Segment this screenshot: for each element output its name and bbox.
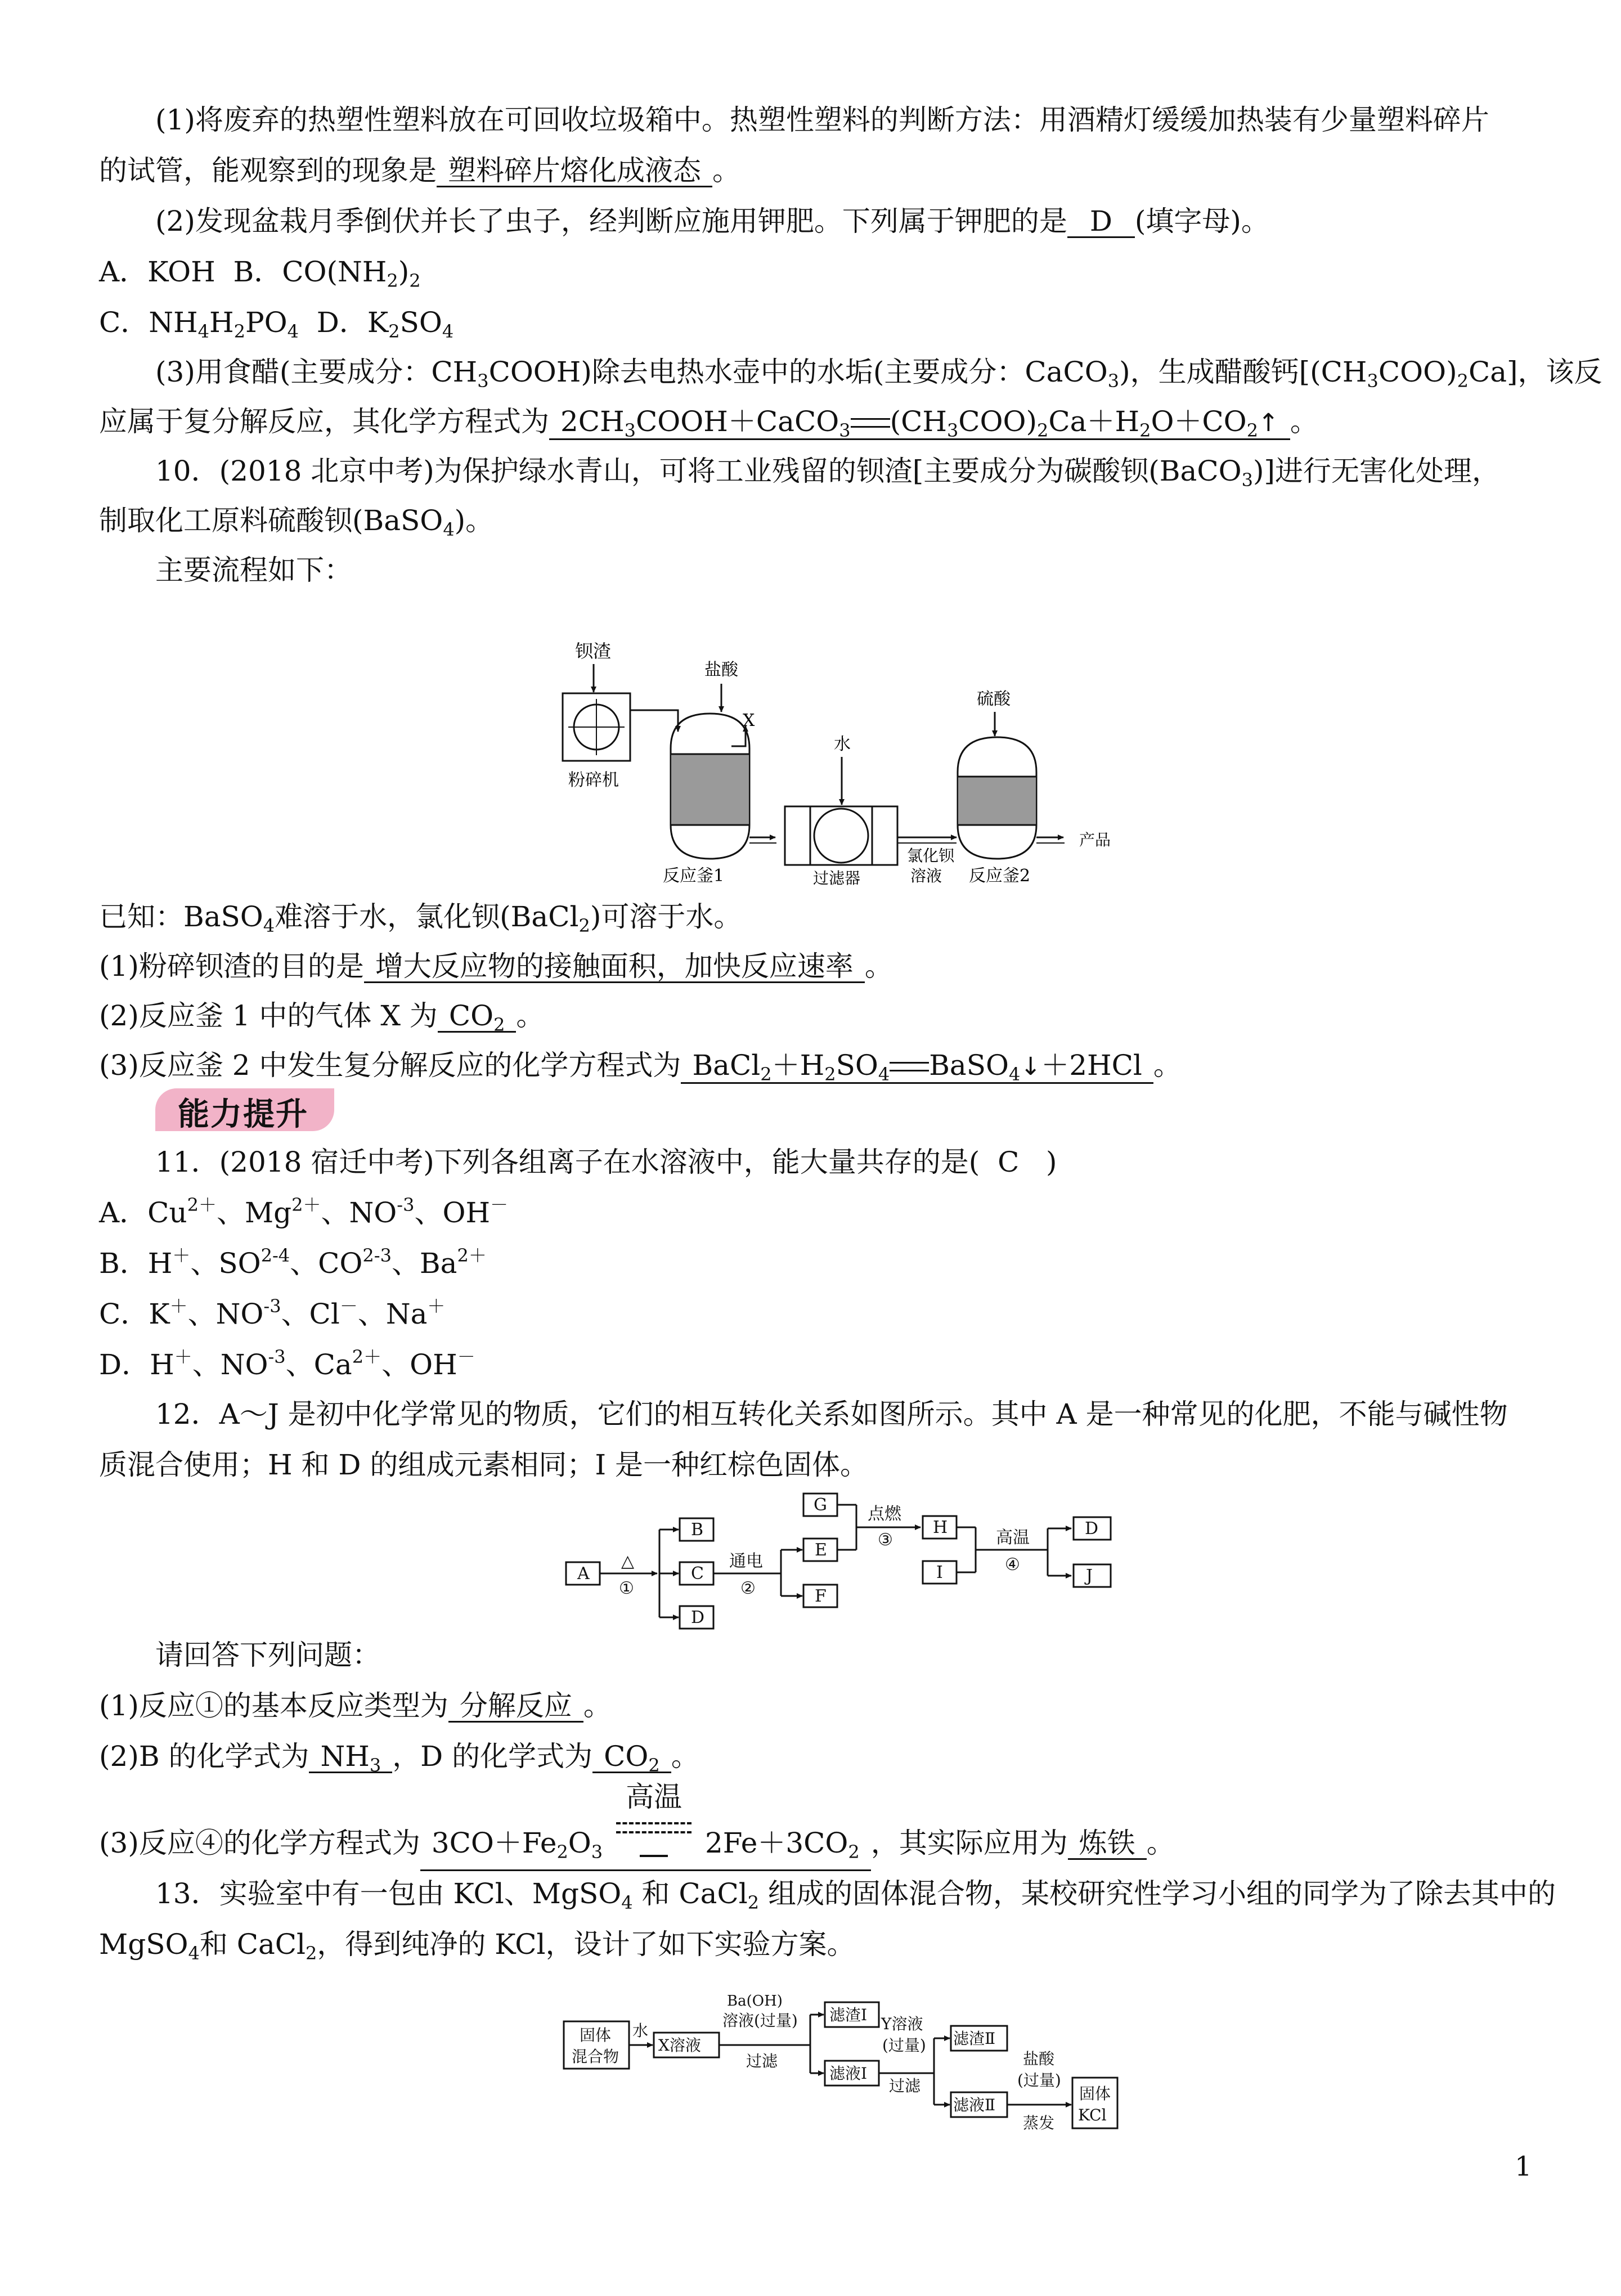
q9-option-d: D．K bbox=[316, 306, 389, 339]
section-title: 能力提升 bbox=[178, 1096, 308, 1133]
q13-label-evap: 蒸发 bbox=[1023, 2114, 1055, 2132]
q10-part2: (2)反应釜 1 中的气体 X 为 $CO_2$ 。 bbox=[99, 999, 545, 1035]
q9-option-c: C．NH bbox=[99, 306, 198, 339]
q9-options-cd: C．$NH_4H_2PO_4$ D．$K_2SO_4$ bbox=[99, 306, 454, 342]
q12-label-j: J bbox=[1086, 1566, 1093, 1586]
q10-label-bazha: 钡渣 bbox=[575, 640, 612, 662]
q12-label-d: D bbox=[691, 1608, 705, 1627]
q10-part1: (1)粉碎钡渣的目的是 增大反应物的接触面积，加快反应速率 。 bbox=[99, 950, 893, 983]
q13-label-baoh-2: 溶液(过量) bbox=[722, 2011, 798, 2030]
q12-part3-equation: $3CO+Fe_2O_3$ 高温 $2Fe+3CO_2$ bbox=[420, 1808, 871, 1871]
q12-part1-answer: 分解反应 bbox=[448, 1690, 583, 1723]
q13-label-solid2: 混合物 bbox=[572, 2047, 619, 2066]
q12-label-h: H bbox=[933, 1518, 948, 1537]
q9-part3-line1: (3)用食醋(主要成分：$CH_3COOH$)除去电热水壶中的水垢(主要成分：CaCO$_3$)，生成醋酸钙$[(CH_3COO)_2Ca]$，该反 bbox=[155, 356, 1602, 392]
q11-answer: C bbox=[998, 1146, 1020, 1178]
q12-relation-diagram bbox=[566, 1494, 1111, 1629]
q13-label-xsol: X溶液 bbox=[658, 2036, 701, 2055]
q12-label-c: C bbox=[691, 1564, 704, 1584]
q12-label-g: G bbox=[814, 1495, 827, 1515]
q10-arrow-to-reactor1 bbox=[630, 710, 678, 732]
q9-part1-line1: (1)将废弃的热塑性塑料放在可回收垃圾箱中。热塑性塑料的判断方法：用酒精灯缓缓加热装有少量塑料碎片 bbox=[155, 104, 1489, 136]
q9-part2-answer: D bbox=[1067, 206, 1135, 238]
q12-stem-line2: 质混合使用；H 和 D 的组成元素相同；I 是一种红棕色固体。 bbox=[99, 1449, 869, 1481]
q12-label-n1: ① bbox=[619, 1578, 634, 1598]
q10-flow-intro: 主要流程如下： bbox=[155, 554, 352, 586]
q9-option-b: B．CO(NH bbox=[233, 255, 387, 288]
q13-stem-line2: MgSO$_4$和 CaCl$_2$，得到纯净的 KCl，设计了如下实验方案。 bbox=[99, 1928, 855, 1964]
q10-label-reactor1: 反应釜1 bbox=[663, 866, 725, 886]
q13-label-fil2: 滤液Ⅱ bbox=[953, 2096, 996, 2114]
q12-label-f: F bbox=[815, 1586, 827, 1606]
q11-option-d: D．H＋、$NO^{-3}$、$Ca^{2+}$、OH－ bbox=[99, 1346, 475, 1381]
q13-label-hcl1: 盐酸 bbox=[1023, 2050, 1055, 2068]
q13-label-filter2: 过滤 bbox=[889, 2077, 921, 2095]
q13-label-kcl1: 固体 bbox=[1079, 2084, 1111, 2103]
q10-label-bacl2-1: 氯化钡 bbox=[907, 846, 955, 865]
q13-label-fil1: 滤液Ⅰ bbox=[829, 2064, 868, 2083]
q12-label-i: I bbox=[936, 1563, 943, 1582]
q12-label-b: B bbox=[691, 1520, 704, 1540]
q10-reactor1-liquid bbox=[671, 754, 749, 824]
q10-stem-line1: 10．(2018 北京中考)为保护绿水青山，可将工业残留的钡渣[主要成分为碳酸钡(BaCO$_3$)]进行无害化处理， bbox=[155, 455, 1500, 491]
q10-label-x: X bbox=[743, 711, 755, 730]
q9-part2: (2)发现盆栽月季倒伏并长了虫子，经判断应施用钾肥。下列属于钾肥的是 D (填字母)。 bbox=[155, 205, 1269, 237]
q11-stem: 11．(2018 宿迁中考)下列各组离子在水溶液中，能大量共存的是( C ) bbox=[155, 1146, 1057, 1178]
q12-label-hightemp: 高温 bbox=[996, 1528, 1030, 1548]
q10-filter-circle bbox=[814, 809, 868, 863]
q12-label-d2: D bbox=[1085, 1519, 1099, 1539]
q12-part2-answer-b: $NH_3$ bbox=[309, 1741, 392, 1773]
q10-label-filter: 过滤器 bbox=[813, 869, 861, 887]
q13-label-res2: 滤渣Ⅱ bbox=[953, 2029, 996, 2048]
q9-part1-line2: 的试管，能观察到的现象是 塑料碎片熔化成液态 。 bbox=[99, 154, 740, 187]
q11-option-c: C．K＋、$NO^{-3}$、Cl－、Na＋ bbox=[99, 1295, 446, 1330]
q13-label-kcl2: KCl bbox=[1078, 2106, 1107, 2124]
q13-label-filter1: 过滤 bbox=[746, 2052, 778, 2070]
q12-label-elec: 通电 bbox=[729, 1551, 763, 1571]
q9-part3-equation: $2CH_3COOH+CaCO_3$ $(CH_3COO)_2Ca+H_2O+CO_2↑$ bbox=[549, 406, 1290, 440]
q9-part1-answer: 塑料碎片熔化成液态 bbox=[437, 155, 712, 187]
q13-label-baoh-1: Ba(OH) bbox=[727, 1993, 783, 2010]
q10-filter-box bbox=[785, 806, 897, 865]
q12-part3-application: 炼铁 bbox=[1068, 1828, 1147, 1860]
q12-label-n3: ③ bbox=[878, 1530, 893, 1550]
q12-label-heat: △ bbox=[621, 1551, 635, 1571]
q12-part2: (2)B 的化学式为 $NH_3$ ，D 的化学式为 $CO_2$ 。 bbox=[99, 1740, 699, 1776]
q10-part1-answer: 增大反应物的接触面积，加快反应速率 bbox=[364, 951, 865, 983]
q13-stem-line1: 13．实验室中有一包由 KCl、MgSO$_4$ 和 CaCl$_2$ 组成的固体混合物，某校研究性学习小组的同学为了除去其中的 bbox=[155, 1877, 1556, 1913]
q10-reactor2-liquid bbox=[958, 777, 1036, 825]
q12-label-n2: ② bbox=[740, 1578, 756, 1598]
q10-label-hcl: 盐酸 bbox=[704, 660, 738, 680]
q9-options-ab: A．KOH B．$CO(NH_2)_2$ bbox=[99, 255, 421, 292]
q10-label-h2so4: 硫酸 bbox=[977, 689, 1011, 709]
q13-label-water: 水 bbox=[632, 2021, 649, 2040]
q10-label-bacl2-2: 溶液 bbox=[910, 867, 942, 885]
q10-label-water: 水 bbox=[834, 734, 851, 754]
q12-label-ignite: 点燃 bbox=[868, 1504, 901, 1524]
page-number: 1 bbox=[1515, 2151, 1532, 2182]
q10-part2-answer: $CO_2$ bbox=[438, 1001, 517, 1033]
q13-label-hcl2: (过量) bbox=[1017, 2071, 1061, 2089]
q10-label-product: 产品 bbox=[1079, 831, 1111, 849]
q12-part3-condition: 高温 bbox=[626, 1781, 682, 1813]
q13-label-y2: (过量) bbox=[882, 2036, 926, 2055]
q12-ask: 请回答下列问题： bbox=[155, 1639, 380, 1671]
q10-known: 已知：BaSO$_4$难溶于水，氯化钡(BaCl$_2$)可溶于水。 bbox=[99, 900, 742, 936]
q12-stem-line1: 12．A～J 是初中化学常见的物质，它们的相互转化关系如图所示。其中 A 是一种常见的化肥，不能与碱性物 bbox=[155, 1398, 1508, 1430]
q10-label-grinder: 粉碎机 bbox=[568, 770, 619, 790]
q12-part2-answer-d: $CO_2$ bbox=[592, 1741, 671, 1773]
q10-part3-equation: $BaCl_2+H_2SO_4$ BaSO$_4$↓＋2HCl bbox=[681, 1050, 1153, 1084]
q12-label-n4: ④ bbox=[1005, 1555, 1020, 1575]
q13-label-y1: Y溶液 bbox=[881, 2015, 923, 2033]
q9-option-a: A．KOH bbox=[99, 255, 215, 288]
q10-stem-line2: 制取化工原料硫酸钡(BaSO$_4$)。 bbox=[99, 504, 494, 540]
q12-label-a: A bbox=[577, 1564, 590, 1584]
q12-part1: (1)反应①的基本反应类型为 分解反应 。 bbox=[99, 1689, 612, 1722]
q13-label-res1: 滤渣Ⅰ bbox=[829, 2006, 868, 2024]
q13-label-solid1: 固体 bbox=[580, 2026, 612, 2044]
q9-part3-line2: 应属于复分解反应，其化学方程式为 $2CH_3COOH+CaCO_3$ $(CH_3COO)_2Ca+H_2O+CO_2↑$ 。 bbox=[99, 405, 1318, 441]
q12-part3: (3)反应④的化学方程式为 $3CO+Fe_2O_3$ 高温 $2Fe+3CO_2$ ，其实际应用为 炼铁 。 bbox=[99, 1808, 1175, 1871]
q11-option-b: B．H＋、SO$^{2-4}$、CO$^{2-3}$、$Ba^{2+}$ bbox=[99, 1245, 487, 1280]
section-header-ability bbox=[155, 1088, 334, 1131]
q11-option-a: A．$Cu^{2+}$、$Mg^{2+}$、$NO^{-3}$、OH－ bbox=[99, 1194, 509, 1229]
q10-label-reactor2: 反应釜2 bbox=[969, 866, 1031, 886]
q10-part3: (3)反应釜 2 中发生复分解反应的化学方程式为 $BaCl_2+H_2SO_4$ BaSO$_4$↓＋2HCl 。 bbox=[99, 1049, 1182, 1085]
q12-label-e: E bbox=[815, 1540, 827, 1560]
